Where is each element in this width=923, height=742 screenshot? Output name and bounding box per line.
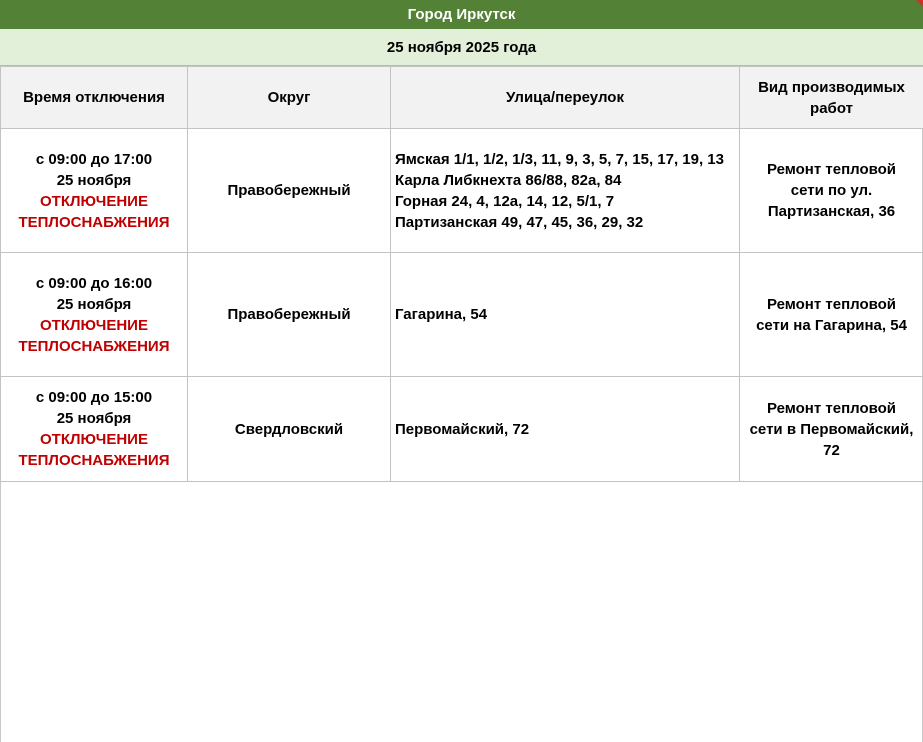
street-cell — [391, 129, 740, 253]
column-header-district: Округ — [188, 67, 391, 129]
table-row — [1, 377, 923, 482]
street-line: Карла Либкнехта 86/88, 82а, 84 — [395, 171, 622, 189]
outage-type-line-2: ТЕПЛОСНАБЖЕНИЯ — [18, 213, 170, 231]
street-cell — [391, 377, 740, 482]
schedule-date: 25 ноября 2025 года — [386, 38, 537, 56]
column-header-work: Вид производимых работ — [740, 67, 923, 129]
outage-type-line-1: ОТКЛЮЧЕНИЕ — [40, 431, 148, 448]
street-line: Гагарина, 54 — [395, 306, 488, 323]
column-header-time: Время отключения — [1, 67, 188, 129]
work-line: Ремонт тепловой — [766, 399, 897, 417]
time-cell — [1, 377, 188, 482]
outage-table — [0, 66, 923, 482]
corner-marker-icon — [916, 0, 923, 7]
street-line: Горная 24, 4, 12а, 14, 12, 5/1, 7 — [395, 192, 615, 210]
outage-type-line-1: ОТКЛЮЧЕНИЕ — [40, 192, 148, 210]
outage-date: 25 ноября — [56, 171, 132, 189]
time-range: с 09:00 до 16:00 — [35, 274, 153, 292]
outage-type-line-1: ОТКЛЮЧЕНИЕ — [40, 316, 148, 334]
city-title: Город Иркутск — [407, 6, 516, 23]
work-line: Ремонт тепловой — [766, 295, 897, 313]
work-line: сети в Первомайский, — [749, 420, 914, 438]
outage-type-line-2: ТЕПЛОСНАБЖЕНИЯ — [18, 337, 170, 355]
table-row — [1, 129, 923, 253]
date-bar — [0, 29, 923, 66]
district-cell: Правобережный — [188, 253, 391, 377]
work-line: сети на Гагарина, 54 — [756, 316, 907, 334]
table-row — [1, 253, 923, 377]
outage-date: 25 ноября — [56, 410, 132, 427]
work-line: сети по ул. — [790, 182, 873, 199]
street-line: Ямская 1/1, 1/2, 1/3, 11, 9, 3, 5, 7, 15, 17, 19, 13 — [395, 150, 724, 168]
outage-type-line-2: ТЕПЛОСНАБЖЕНИЯ — [18, 452, 170, 469]
street-line: Партизанская 49, 47, 45, 36, 29, 32 — [395, 213, 644, 231]
time-cell — [1, 129, 188, 253]
column-header-street: Улица/переулок — [391, 67, 740, 129]
work-cell — [740, 129, 923, 253]
outage-date: 25 ноября — [56, 295, 132, 313]
table-header-row — [1, 67, 923, 129]
work-line: Ремонт тепловой — [766, 161, 897, 178]
work-line: Партизанская, 36 — [767, 203, 896, 220]
street-line: Первомайский, 72 — [395, 420, 530, 438]
city-title-bar — [0, 0, 923, 29]
district-cell: Правобережный — [188, 129, 391, 253]
work-cell — [740, 377, 923, 482]
district-cell: Свердловский — [188, 377, 391, 482]
work-line: 72 — [823, 441, 840, 459]
work-cell — [740, 253, 923, 377]
time-range: с 09:00 до 15:00 — [35, 389, 153, 406]
time-cell — [1, 253, 188, 377]
time-range: с 09:00 до 17:00 — [35, 150, 153, 168]
street-cell — [391, 253, 740, 377]
